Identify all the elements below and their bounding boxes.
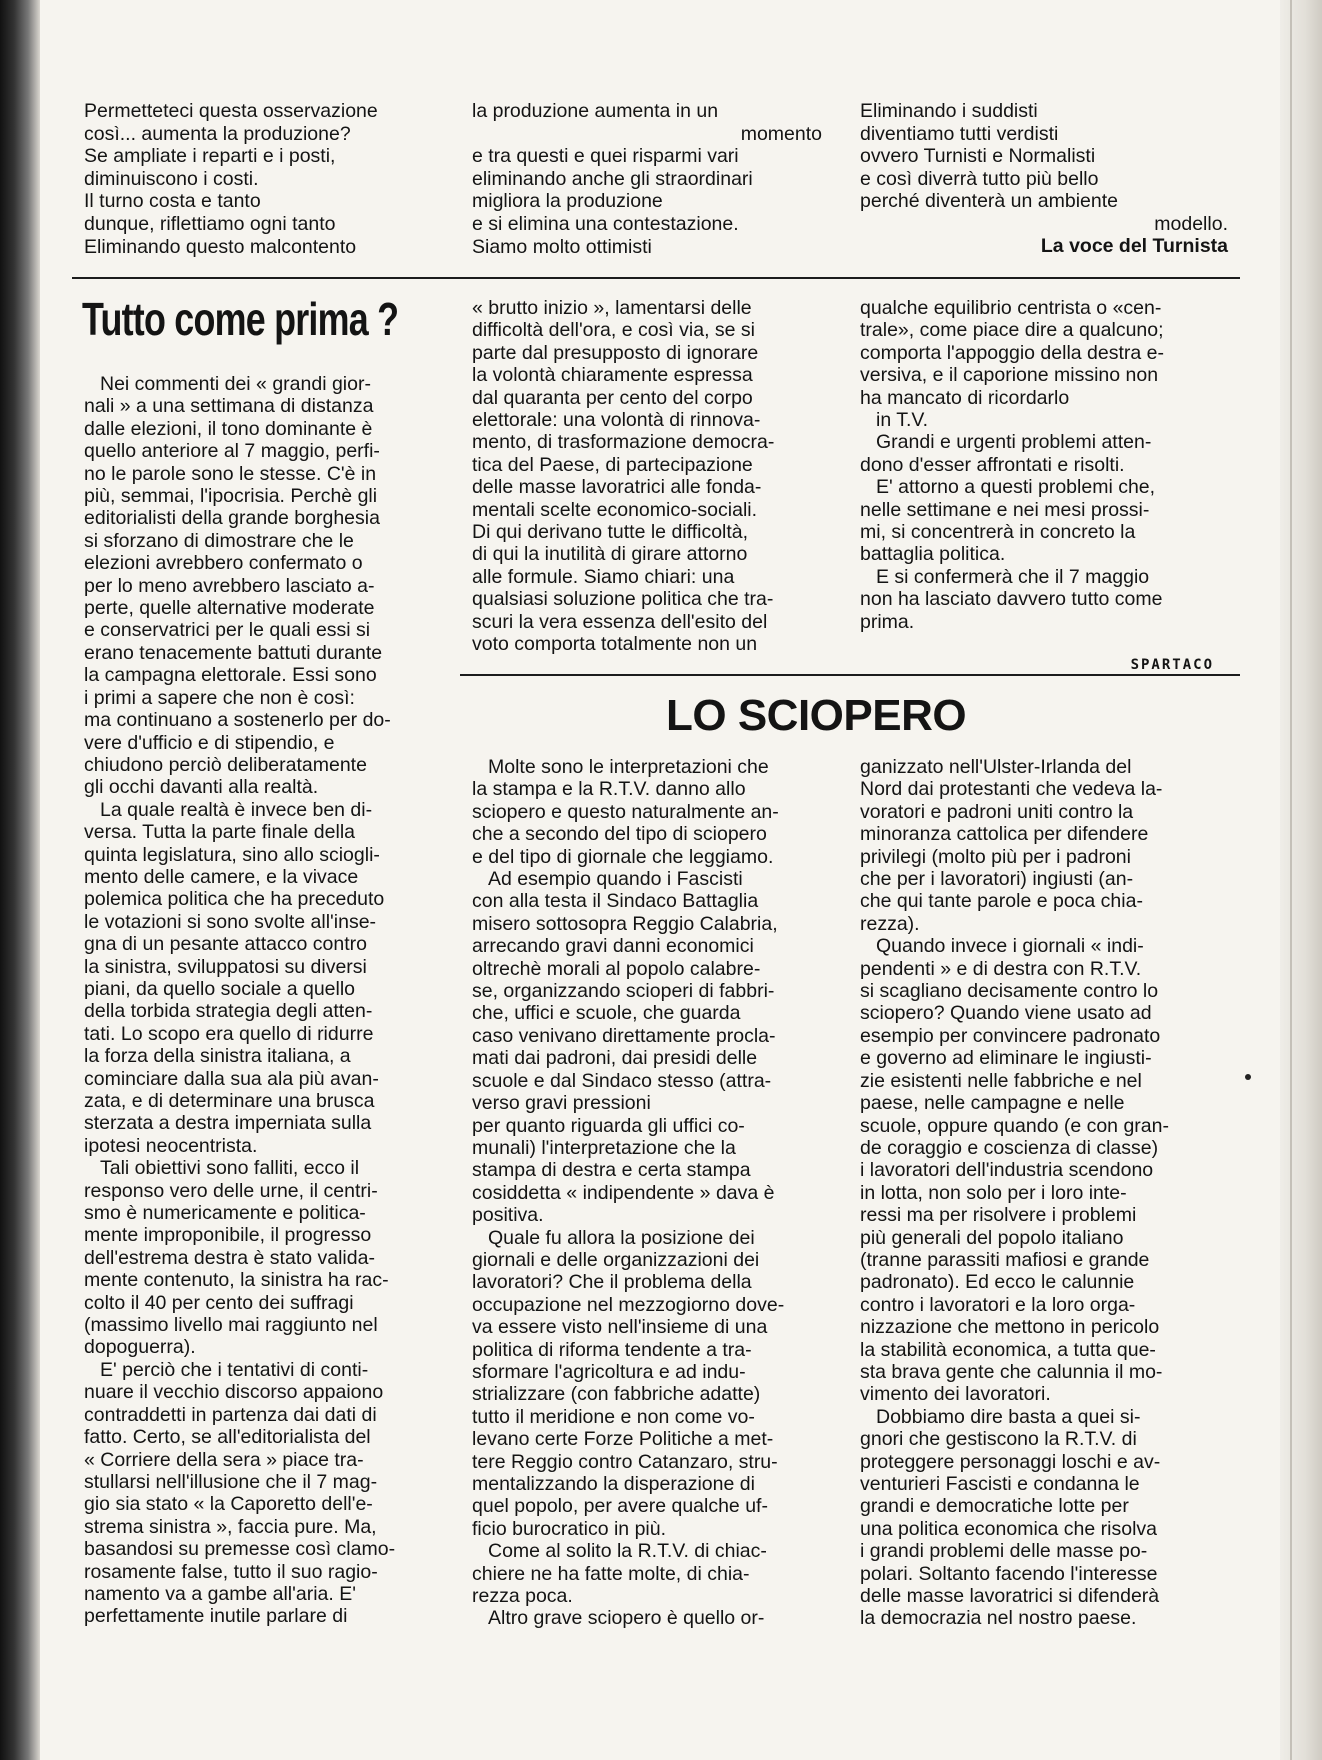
text-line: E si confermerà che il 7 maggio bbox=[876, 565, 1150, 588]
text-line: piani, da quello sociale a quello bbox=[84, 977, 356, 1000]
text-line: La quale realtà è invece ben di- bbox=[100, 798, 373, 821]
text-line: diminuiscono i costi. bbox=[84, 167, 259, 190]
text-line: della torbida strategia degli atten- bbox=[84, 1000, 373, 1023]
text-line: oltrechè morali al popolo calabre- bbox=[472, 957, 761, 980]
text-line: che per i lavoratori) ingiusti (an- bbox=[860, 868, 1134, 891]
text-line: minoranza cattolica per difendere bbox=[860, 823, 1149, 846]
text-line: perché diventerà un ambiente bbox=[860, 190, 1119, 213]
text-line: fatto. Certo, se all'editorialista del bbox=[84, 1426, 371, 1449]
text-line: dell'estrema destra è stato valida- bbox=[84, 1246, 375, 1269]
text-line: se, organizzando scioperi di fabbri- bbox=[472, 980, 775, 1003]
text-line: di qui la inutilità di girare attorno bbox=[472, 543, 748, 566]
text-line: Quando invece i giornali « indi- bbox=[876, 935, 1144, 958]
text-line: nali » a una settimana di distanza bbox=[84, 395, 374, 418]
text-line: voratori e padroni uniti contro la bbox=[860, 800, 1134, 823]
text-line: e tra questi e quei risparmi vari bbox=[472, 145, 739, 168]
text-line: rosamente false, tutto il suo ragio- bbox=[84, 1560, 378, 1583]
text-line: mento delle camere, e la vivace bbox=[84, 865, 359, 888]
text-line: dopoguerra). bbox=[84, 1336, 196, 1359]
text-line: nizzazione che mettono in pericolo bbox=[860, 1316, 1160, 1339]
text-line: namento va a gambe all'aria. E' bbox=[84, 1582, 356, 1605]
text-line: basandosi su premesse così clamo- bbox=[84, 1538, 396, 1561]
text-line: pendenti » e di destra con R.T.V. bbox=[860, 957, 1142, 980]
text-line: così... aumenta la produzione? bbox=[84, 122, 351, 145]
text-line: perte, quelle alternative moderate bbox=[84, 597, 375, 620]
text-line: mente improponibile, il progresso bbox=[84, 1224, 372, 1247]
text-line: giornali e delle organizzazioni dei bbox=[472, 1248, 760, 1271]
text-line: strializzare (con fabbriche adatte) bbox=[472, 1383, 761, 1406]
text-line: con alla testa il Sindaco Battaglia bbox=[472, 890, 759, 913]
text-line: si sforzano di dimostrare che le bbox=[84, 529, 354, 552]
text-line: rezza). bbox=[860, 912, 920, 935]
text-line: strema sinistra », faccia pure. Ma, bbox=[84, 1515, 377, 1538]
text-line: mento, di trasformazione democra- bbox=[472, 431, 775, 454]
text-line: politica di riforma tendente a tra- bbox=[472, 1338, 752, 1361]
text-line: Il turno costa e tanto bbox=[84, 190, 261, 213]
text-line: la sinistra, sviluppatosi su diversi bbox=[84, 955, 367, 978]
text-line: Tali obiettivi sono falliti, ecco il bbox=[100, 1157, 360, 1180]
article1-signature: SPARTACO bbox=[1130, 657, 1214, 673]
text-line: quel popolo, per avere qualche uf- bbox=[472, 1495, 768, 1518]
text-line: Permetteteci questa osservazione bbox=[84, 100, 378, 122]
text-line: occupazione nel mezzogiorno dove- bbox=[472, 1293, 785, 1316]
text-line: tati. Lo scopo era quello di ridurre bbox=[84, 1022, 374, 1045]
text-line: gli occhi davanti alla realtà. bbox=[84, 776, 319, 799]
text-line: no le parole sono le stesse. C'è in bbox=[84, 462, 377, 485]
text-line: scuri la vera essenza dell'esito del bbox=[472, 610, 768, 633]
text-line: scuole e dal Sindaco stesso (attra- bbox=[472, 1069, 772, 1092]
text-line: la volontà chiaramente espressa bbox=[472, 364, 753, 387]
text-line: Quale fu allora la posizione dei bbox=[488, 1226, 755, 1249]
text-line: sciopero? Quando viene usato ad bbox=[860, 1002, 1152, 1025]
text-line: diventiamo tutti verdisti bbox=[860, 122, 1059, 145]
section-divider-top bbox=[72, 277, 1240, 279]
text-line: e si elimina una contestazione. bbox=[472, 212, 739, 235]
text-line: più, semmai, l'ipocrisia. Perchè gli bbox=[84, 485, 378, 508]
text-line: rezza poca. bbox=[472, 1585, 573, 1608]
text-line: positiva. bbox=[472, 1204, 544, 1227]
text-line: lavoratori? Che il problema della bbox=[472, 1271, 752, 1294]
text-line: migliora la produzione bbox=[472, 190, 663, 213]
text-line: proteggere personaggi loschi e av- bbox=[860, 1450, 1161, 1473]
text-line: dono d'esser affrontati e risolti. bbox=[860, 453, 1125, 476]
text-line: alle formule. Siamo chiari: una bbox=[472, 565, 735, 588]
text-line: delle masse lavoratrici alle fonda- bbox=[472, 476, 762, 499]
text-line: sformare l'agricoltura e ad indu- bbox=[472, 1360, 746, 1383]
text-line: mentalizzando la disperazione di bbox=[472, 1473, 755, 1495]
poem-signature: La voce del Turnista bbox=[1040, 235, 1228, 257]
text-line: gna di un pesante attacco contro bbox=[84, 933, 367, 956]
text-line: e del tipo di giornale che leggiamo. bbox=[472, 845, 774, 868]
text-line: ovvero Turnisti e Normalisti bbox=[860, 145, 1096, 168]
text-line: non ha lasciato davvero tutto come bbox=[860, 588, 1163, 611]
text-line: gnori che gestiscono la R.T.V. di bbox=[860, 1428, 1137, 1451]
text-line: versiva, e il caporione missino non bbox=[860, 364, 1159, 387]
text-line: tica del Paese, di partecipazione bbox=[472, 453, 753, 476]
text-line: qualche equilibrio centrista o «cen- bbox=[860, 297, 1162, 319]
text-line: perfettamente inutile parlare di bbox=[84, 1605, 348, 1628]
text-line: editorialisti della grande borghesia bbox=[84, 507, 380, 530]
text-line: erano tenacemente battuti durante bbox=[84, 641, 383, 664]
text-line: Eliminando questo malcontento bbox=[84, 235, 357, 258]
text-line: si scagliano decisamente contro lo bbox=[860, 980, 1159, 1003]
text-line: che qui tante parole e poca chia- bbox=[860, 890, 1143, 913]
text-line: munali) l'interpretazione che la bbox=[472, 1136, 736, 1159]
text-line: caso venivano direttamente procla- bbox=[472, 1024, 776, 1047]
text-line: in lotta, non solo per i loro inte- bbox=[860, 1181, 1127, 1204]
text-line: gio sia stato « la Caporetto dell'e- bbox=[84, 1493, 373, 1516]
text-line: in T.V. bbox=[876, 409, 929, 432]
text-line: sterzata a destra imperniata sulla bbox=[84, 1112, 372, 1135]
text-line: dalle elezioni, il tono dominante è bbox=[84, 417, 373, 440]
text-line: zata, e di determinare una brusca bbox=[84, 1090, 375, 1112]
text-line: Nord dai protestanti che vedeva la- bbox=[860, 778, 1163, 801]
text-line: tutto il meridione e non come vo- bbox=[472, 1405, 755, 1428]
text-line: ma continuano a sostenerlo per do- bbox=[84, 709, 391, 732]
text-line: E' perciò che i tentativi di conti- bbox=[100, 1358, 369, 1381]
text-line: prima. bbox=[860, 610, 915, 633]
text-line: privilegi (molto più per i padroni bbox=[860, 845, 1131, 868]
text-line: stampa di destra e certa stampa bbox=[472, 1159, 751, 1182]
text-line: zie esistenti nelle fabbriche e nel bbox=[860, 1069, 1142, 1092]
text-line: Dobbiamo dire basta a quei si- bbox=[876, 1405, 1141, 1428]
text-line: (massimo livello mai raggiunto nel bbox=[84, 1314, 378, 1337]
text-line: esempio per convincere padronato bbox=[860, 1024, 1161, 1047]
text-line: i lavoratori dell'industria scendono bbox=[860, 1159, 1154, 1182]
text-line: cominciare dalla sua ala più avan- bbox=[84, 1067, 379, 1090]
text-line: verso gravi pressioni bbox=[472, 1092, 651, 1115]
text-line: Ad esempio quando i Fascisti bbox=[488, 868, 743, 891]
text-line: responso vero delle urne, il centri- bbox=[84, 1179, 378, 1202]
text-line: Nei commenti dei « grandi gior- bbox=[100, 373, 371, 395]
text-line: chiudono perciò deliberatamente bbox=[84, 753, 367, 776]
poem-column-1 bbox=[84, 100, 434, 258]
text-line: contro i lavoratori e la loro orga- bbox=[860, 1293, 1136, 1316]
text-line: e così diverrà tutto più bello bbox=[860, 167, 1099, 190]
text-line: « brutto inizio », lamentarsi delle bbox=[472, 297, 752, 319]
text-line: Altro grave sciopero è quello or- bbox=[488, 1607, 765, 1630]
text-line: i grandi problemi delle masse po- bbox=[860, 1540, 1148, 1563]
text-line: quello anteriore al 7 maggio, perfi- bbox=[84, 440, 380, 463]
article1-column-2 bbox=[472, 297, 822, 656]
text-line: E' attorno a questi problemi che, bbox=[876, 476, 1156, 499]
text-line: versa. Tutta la parte finale della bbox=[84, 821, 355, 844]
text-line: quinta legislatura, sino allo sciogli- bbox=[84, 843, 380, 866]
text-line: mente contenuto, la sinistra ha rac- bbox=[84, 1269, 389, 1292]
article1-column-3 bbox=[860, 297, 1214, 633]
text-line: contraddetti in partenza dai dati di bbox=[84, 1403, 377, 1426]
text-line: stullarsi nell'illusione che il 7 mag- bbox=[84, 1470, 378, 1493]
text-line: va essere visto nell'insieme di una bbox=[472, 1316, 768, 1339]
article1-column-1 bbox=[84, 373, 430, 1628]
text-line: sta brava gente che calunnia il mo- bbox=[860, 1360, 1163, 1383]
text-line: ha mancato di ricordarlo bbox=[860, 386, 1070, 409]
text-line: nuare il vecchio discorso appaiono bbox=[84, 1381, 384, 1404]
text-line: Siamo molto ottimisti bbox=[472, 235, 652, 258]
text-line: dunque, riflettiamo ogni tanto bbox=[84, 212, 336, 235]
text-line: levano certe Forze Politiche a met- bbox=[472, 1428, 774, 1451]
text-line: la campagna elettorale. Essi sono bbox=[84, 664, 377, 687]
text-line: nelle settimane e nei mesi prossi- bbox=[860, 498, 1150, 521]
text-line: smo è numericamente e politica- bbox=[84, 1202, 366, 1225]
text-line: scuole, oppure quando (e con gran- bbox=[860, 1114, 1169, 1137]
poem-column-3 bbox=[860, 100, 1228, 236]
text-line: voto comporta totalmente non un bbox=[472, 633, 758, 656]
text-line: la produzione aumenta in un bbox=[472, 100, 719, 122]
text-line: misero sottosopra Reggio Calabria, bbox=[472, 912, 778, 935]
text-line: padronato). Ed ecco le calunnie bbox=[860, 1271, 1135, 1294]
text-line: arrecando gravi danni economici bbox=[472, 935, 754, 958]
text-line: paese, nelle campagne e nelle bbox=[860, 1092, 1125, 1115]
text-line: comporta l'appoggio della destra e- bbox=[860, 341, 1164, 364]
text-line: ganizzato nell'Ulster-Irlanda del bbox=[860, 756, 1132, 778]
text-line: la forza della sinistra italiana, a bbox=[84, 1045, 351, 1068]
text-line: mi, si concentrerà in concreto la bbox=[860, 521, 1136, 544]
text-line: de coraggio e coscienza di classe) bbox=[860, 1136, 1159, 1159]
article-title-tutto-come-prima: Tutto come prima ? bbox=[82, 293, 399, 345]
text-line: la democrazia nel nostro paese. bbox=[860, 1607, 1137, 1630]
text-line: mentali scelte economico-sociali. bbox=[472, 498, 758, 521]
text-line: cosiddetta « indipendente » dava è bbox=[472, 1181, 775, 1204]
text-line: e governo ad eliminare le ingiusti- bbox=[860, 1047, 1152, 1070]
text-line: grandi e democratiche lotte per bbox=[860, 1495, 1129, 1518]
binding-shadow bbox=[0, 0, 40, 1760]
text-line: Grandi e urgenti problemi atten- bbox=[876, 431, 1152, 454]
text-line: la stabilità economica, a tutta que- bbox=[860, 1338, 1156, 1361]
text-line: Eliminando i suddisti bbox=[860, 100, 1038, 122]
ink-dot bbox=[1245, 1074, 1251, 1080]
text-line: una politica economica che risolva bbox=[860, 1517, 1157, 1540]
text-line: modello. bbox=[1154, 212, 1228, 235]
text-line: la stampa e la R.T.V. danno allo bbox=[472, 778, 746, 801]
text-line: dal quaranta per cento del corpo bbox=[472, 386, 753, 409]
text-line: che a secondo del tipo di sciopero bbox=[472, 823, 767, 846]
text-line: chiere ne ha fatte molte, di chia- bbox=[472, 1562, 750, 1585]
section-divider-sciopero bbox=[460, 674, 1240, 676]
text-line: colto il 40 per cento dei suffragi bbox=[84, 1291, 354, 1314]
article2-column-1 bbox=[472, 756, 822, 1630]
text-line: qualsiasi soluzione politica che tra- bbox=[472, 588, 774, 611]
text-line: ipotesi neocentrista. bbox=[84, 1134, 258, 1157]
article-title-lo-sciopero: LO SCIOPERO bbox=[666, 691, 967, 740]
text-line: i primi a sapere che non è così: bbox=[84, 686, 355, 709]
text-line: mati dai padroni, dai presidi delle bbox=[472, 1047, 758, 1070]
page-edge bbox=[1280, 0, 1322, 1760]
text-line: polemica politica che ha preceduto bbox=[84, 888, 385, 911]
text-line: battaglia politica. bbox=[860, 543, 1006, 566]
text-line: difficoltà dell'ora, e così via, se si bbox=[472, 319, 755, 342]
text-line: elettorale: una volontà di rinnova- bbox=[472, 409, 761, 432]
text-line: momento bbox=[740, 122, 822, 145]
text-line: ficio burocratico in più. bbox=[472, 1517, 667, 1540]
text-line: per lo meno avrebbero lasciato a- bbox=[84, 574, 375, 597]
text-line: « Corriere della sera » piace tra- bbox=[84, 1448, 364, 1471]
text-line: Se ampliate i reparti e i posti, bbox=[84, 145, 336, 168]
text-line: sciopero e questo naturalmente an- bbox=[472, 800, 779, 823]
text-line: vimento dei lavoratori. bbox=[860, 1383, 1051, 1406]
text-line: polari. Soltanto facendo l'interesse bbox=[860, 1562, 1158, 1585]
text-line: Di qui derivano tutte le difficoltà, bbox=[472, 521, 749, 544]
text-line: che, uffici e scuole, che guarda bbox=[472, 1002, 741, 1025]
text-line: per quanto riguarda gli uffici co- bbox=[472, 1114, 745, 1137]
text-line: tere Reggio contro Catanzaro, stru- bbox=[472, 1450, 778, 1473]
text-line: e conservatrici per le quali essi si bbox=[84, 619, 371, 642]
text-line: le votazioni si sono svolte all'inse- bbox=[84, 910, 377, 933]
text-line: venturieri Fascisti e condanna le bbox=[860, 1473, 1140, 1495]
text-line: delle masse lavoratrici si difenderà bbox=[860, 1585, 1160, 1608]
text-line: parte dal presupposto di ignorare bbox=[472, 341, 759, 364]
text-line: vere d'ufficio e di stipendio, e bbox=[84, 731, 335, 754]
text-line: eliminando anche gli straordinari bbox=[472, 167, 753, 190]
text-line: (tranne parassiti mafiosi e grande bbox=[860, 1248, 1150, 1271]
text-line: ressi ma per risolvere i problemi bbox=[860, 1204, 1137, 1227]
text-line: elezioni avrebbero confermato o bbox=[84, 552, 363, 575]
text-line: più generali del popolo italiano bbox=[860, 1226, 1124, 1249]
text-line: Molte sono le interpretazioni che bbox=[488, 756, 769, 778]
poem-column-2 bbox=[472, 100, 822, 258]
text-line: Come al solito la R.T.V. di chiac- bbox=[488, 1540, 767, 1563]
text-line: trale», come piace dire a qualcuno; bbox=[860, 319, 1164, 342]
article2-column-2 bbox=[860, 756, 1212, 1630]
